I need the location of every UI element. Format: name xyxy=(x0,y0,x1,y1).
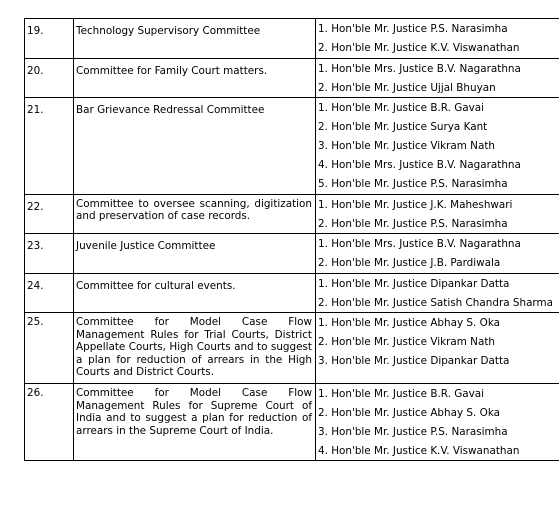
judges-cell xyxy=(316,234,559,274)
committee-name: Committee for Model Case Flow Management Rules for Supreme Court of India and to suggest a plan for reduction of arrears in the Supreme Court of India. xyxy=(74,383,316,461)
judge-entry: 1. Hon'ble Mr. Justice Abhay S. Oka xyxy=(318,317,501,329)
committee-name: Technology Supervisory Committee xyxy=(74,19,316,59)
row-number: 26. xyxy=(25,383,74,461)
judge-entry: 4. Hon'ble Mrs. Justice B.V. Nagarathna xyxy=(318,159,521,171)
committee-table-sheet xyxy=(24,18,552,461)
table-row xyxy=(25,58,559,98)
judge-entry: 1. Hon'ble Mr. Justice J.K. Maheshwari xyxy=(318,198,513,211)
judge-entry: 1. Hon'ble Mr. Justice B.R. Gavai xyxy=(318,387,485,400)
judge-entry: 1. Hon'ble Mr. Justice B.R. Gavai xyxy=(318,102,485,114)
row-number: 23. xyxy=(25,234,74,274)
judge-entry: 1. Hon'ble Mrs. Justice B.V. Nagarathna xyxy=(318,62,521,75)
judges-cell xyxy=(316,313,559,384)
judge-entry: 3. Hon'ble Mr. Justice P.S. Narasimha xyxy=(318,425,508,438)
judge-entry: 2. Hon'ble Mr. Justice P.S. Narasimha xyxy=(318,217,508,230)
judges-cell xyxy=(316,58,559,98)
judge-entry: 5. Hon'ble Mr. Justice P.S. Narasimha xyxy=(318,178,508,190)
table-row xyxy=(25,194,559,234)
judges-cell xyxy=(316,98,559,195)
judges-cell xyxy=(316,194,559,234)
row-number: 20. xyxy=(25,58,74,98)
row-number: 24. xyxy=(25,273,74,313)
judge-entry: 2. Hon'ble Mr. Justice Ujjal Bhuyan xyxy=(318,81,496,94)
judge-entry: 4. Hon'ble Mr. Justice K.V. Viswanathan xyxy=(318,444,520,457)
table-row xyxy=(25,19,559,59)
table-row xyxy=(25,98,559,195)
committee-name: Committee for cultural events. xyxy=(74,273,316,313)
judge-entry: 2. Hon'ble Mr. Justice Vikram Nath xyxy=(318,336,495,348)
judge-entry: 1. Hon'ble Mr. Justice Dipankar Datta xyxy=(318,277,510,290)
judges-cell xyxy=(316,383,559,461)
table-row xyxy=(25,234,559,274)
judges-cell xyxy=(316,19,559,59)
judge-entry: 1. Hon'ble Mrs. Justice B.V. Nagarathna xyxy=(318,238,521,250)
judge-entry: 3. Hon'ble Mr. Justice Dipankar Datta xyxy=(318,355,510,367)
judge-entry: 2. Hon'ble Mr. Justice J.B. Pardiwala xyxy=(318,257,501,269)
row-number: 21. xyxy=(25,98,74,195)
table-row xyxy=(25,313,559,384)
table-row xyxy=(25,273,559,313)
committee-name: Committee for Model Case Flow Management Rules for Trial Courts, District Appellate Courts, High Courts and to suggest a plan for reduction of arrears in the High Courts and District Courts. xyxy=(74,313,316,384)
committee-name: Bar Grievance Redressal Committee xyxy=(74,98,316,195)
committee-name: Committee for Family Court matters. xyxy=(74,58,316,98)
judge-entry: 2. Hon'ble Mr. Justice Abhay S. Oka xyxy=(318,406,501,419)
committee-name: Committee to oversee scanning, digitization and preservation of case records. xyxy=(74,194,316,234)
committee-name: Juvenile Justice Committee xyxy=(74,234,316,274)
judges-cell xyxy=(316,273,559,313)
judge-entry: 2. Hon'ble Mr. Justice Surya Kant xyxy=(318,121,488,133)
row-number: 22. xyxy=(25,194,74,234)
row-number: 19. xyxy=(25,19,74,59)
judge-entry: 2. Hon'ble Mr. Justice Satish Chandra Sharma xyxy=(318,296,554,309)
judge-entry: 1. Hon'ble Mr. Justice P.S. Narasimha xyxy=(318,23,508,35)
judge-entry: 3. Hon'ble Mr. Justice Vikram Nath xyxy=(318,140,495,152)
table-row xyxy=(25,383,559,461)
judge-entry: 2. Hon'ble Mr. Justice K.V. Viswanathan xyxy=(318,42,520,54)
committee-table xyxy=(24,18,559,461)
row-number: 25. xyxy=(25,313,74,384)
